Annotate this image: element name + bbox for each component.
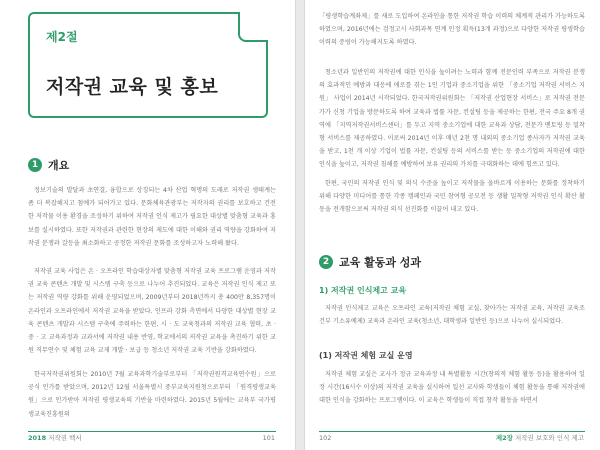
paragraph: 저작권 교육 사업은 온 · 오프라인 학습대상자별 맞춤형 저작권 교육 프로그램 운영과 저작권 교육 콘텐츠 개발 및 시스템 구축 등으로 나누어 추진되었다. 교육은 저작권 인식 제고 또는 저작권 역량 강화를 위해 운영되었으며, 2009년부터 2018년까지 총 400만 8,357명이 온라인과 오프라인에서 저작권 교육을 받았다. 인프라 강화 측면에서 다양한 대상별 현장 교육 콘텐츠 개발과 시스템 구축에 주력하는 한편, 시 · 도 교육청과의 저작권 교육 협력, 초 · 중 · 고 교육과정과 교과서에 저작권 내용 반영, 학교에서의 저작권 교육을 촉진하기 위한 교원 직무연수 및 체험 교육 교재 개발 · 보급 등 청소년 저작권 교육 기반을 강화하였다. (28, 268, 276, 355)
footer-chapter: 제2장 (495, 434, 513, 442)
paragraph: 저작권 인식제고 교육은 오프라인 교육(저작권 체험 교실, 찾아가는 저작권 교육, 저작권 교육조건부 기소유예제) 교육과 온라인 교육(청소년, 대학생과 일반인 등)으로 나누어 실시되었다. (319, 305, 585, 326)
footer-rule (319, 431, 585, 432)
paragraph: 청소년과 일반인의 저작권에 대한 인식을 높이려는 노력과 함께 전문인력 부족으로 저작권 분쟁의 효과적인 예방과 대응에 애로를 겪는 1인 기업과 중소기업을 위한 「중소기업 저작권 서비스 지원」 사업이 2014년 시작되었다. 한국저작권위원회는 「저작권 산업현장 서비스」로 저작권 전문가가 신청 기업을 방문하도록 하여 교육과 법률 자문, 컨설팅 등을 제공하는 한편, 전국 주요 8개 권역에 「지역저작권서비스센터」를 두고 지역 중소기업에 대한 교육과 상담, 전문가 멘토링 등 밀착형 서비스를 제공하였다. 이로써 2014년 이후 매년 2천 명 내외의 중소기업 종사자가 저작권 교육을 받고, 1천 개 이상 기업이 법률 자문, 컨설팅 등의 서비스를 받는 등 중소기업의 저작권에 대한 인식을 높이고, 저작권 침해를 예방하여 보유 권리의 가치를 극대화하는 데에 힘쓰고 있다. (319, 69, 585, 169)
section-title: 개요 (48, 159, 70, 172)
chapter-number: 제2절 (46, 30, 78, 44)
section-number-badge: 1 (28, 158, 42, 172)
left-page (0, 0, 296, 450)
footer-year: 2018 (28, 434, 47, 442)
paragraph: 저작권 체험 교실은 교사가 정규 교육과정 내 특별활동 시간(창의적 체험 활동 등)을 활용하여 일정 시간(16시수 이상)의 저작권 교육을 실시하여 일선 교사와 학생들이 체험 활동을 통해 저작권에 대한 인식을 강화하는 프로그램이다. 이 교육은 학생들이 직접 창작 활동을 하면서 (319, 371, 585, 405)
paragraph: 정보기술의 발달과 초연결, 융합으로 상징되는 4차 산업 혁명의 도래로 저작권 생태계는 좀 더 복잡해지고 첨예가 되어가고 있다. 문화체육관광부는 저작자의 권리를 보호하고 건전한 저작물 이용 환경을 조성하기 위하여 저작권 인식 제고가 필요한 대상별 맞춤형 교육과 홍보를 실시하였다. 또한 저작권과 관련한 현장의 제도에 대한 이해와 권리 역량을 강화하여 저작권 분쟁과 갈등을 최소화하고 공정한 저작권 문화를 조성하고자 노력해 왔다. (28, 187, 276, 247)
paragraph: 한편, 국민의 저작권 인식 및 의식 수준을 높이고 저작물을 올바르게 이용하는 문화를 정착하기 위해 다양한 미디어를 통한 각종 캠페인과 국민 참여형 공모전 등 생활 밀착형 저작권 인식 확산 활동을 전개함으로써 저작권 의식 선진화를 이끌어 내고 있다. (319, 180, 585, 214)
section-heading-overview (28, 157, 69, 173)
subsection-heading: 1) 저작권 인식제고 교육 (319, 286, 407, 295)
sub-subsection-heading: (1) 저작권 체험 교실 운영 (319, 351, 413, 360)
section-heading-activities (319, 254, 421, 270)
footer-right (496, 433, 584, 442)
section-title: 교육 활동과 성과 (339, 256, 422, 269)
footer-book-title: 저작권 백서 (48, 434, 82, 442)
chapter-title: 저작권 교육 및 홍보 (46, 76, 219, 98)
section-number-badge: 2 (319, 255, 333, 269)
paragraph: 「평생학습계좌제」를 새로 도입하여 온라인을 통한 저작권 학습 이력의 체계적 관리가 가능하도록 하였으며, 2016년에는 검정고시 사회과목 연계 인정 획득(13개 과정)으로 다양한 저작권 평생학습 이력의 증빙이 가능해지도록 하였다. (319, 13, 585, 47)
chapter-corner-decoration (238, 12, 268, 42)
page-number: 101 (262, 434, 275, 442)
chapter-box (28, 12, 268, 118)
footer-left (28, 433, 82, 442)
footer-chapter-title: 저작권 보호와 인식 제고 (515, 434, 584, 442)
footer-rule (28, 431, 276, 432)
paragraph: 한국저작권위원회는 2010년 7월 교육과학기술부로부터 「저작권원격교육연수원」으로 공식 인가를 받았으며, 2012년 12월 서울특별시 중부교육지원청으로부터 「원격평생교육원」으로 인가받아 저작권 평생교육의 기반을 마련하였다. 2015년 5월에는 교육부 국가평생교육진흥원의 (28, 371, 276, 418)
page-number: 102 (319, 434, 332, 442)
right-page (304, 0, 600, 450)
